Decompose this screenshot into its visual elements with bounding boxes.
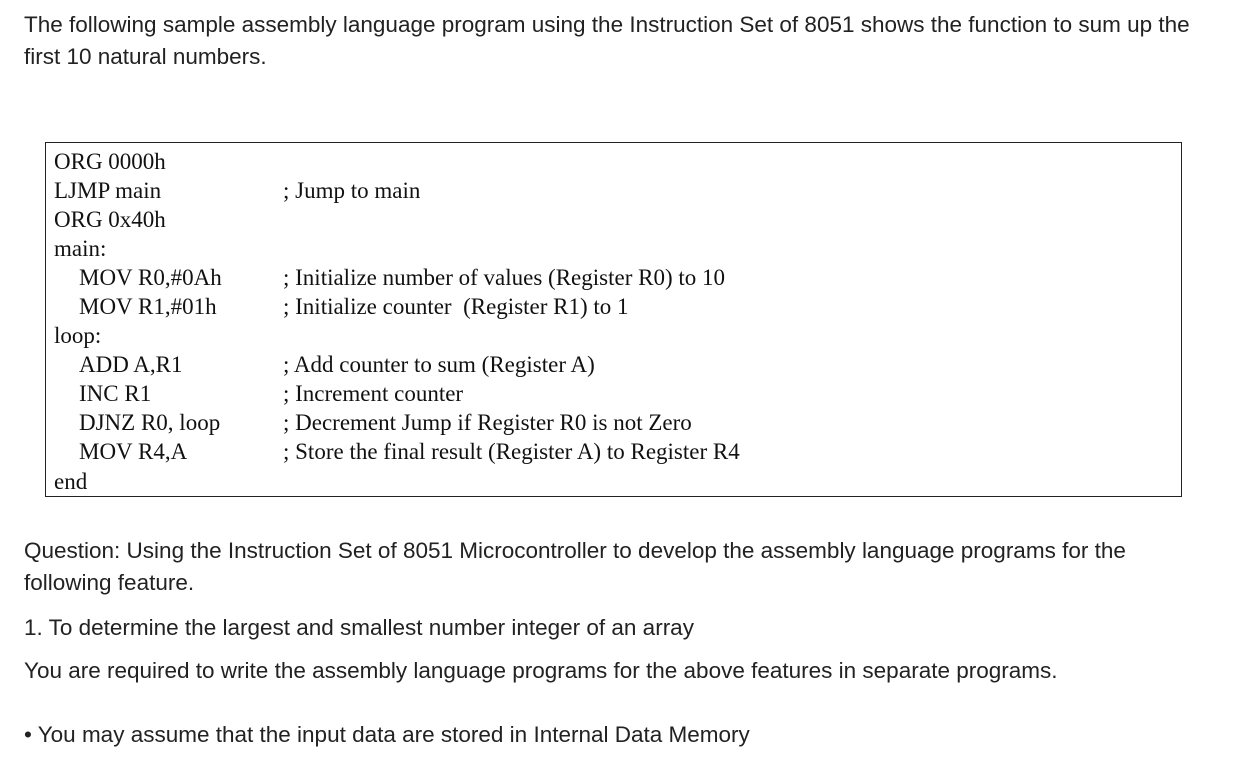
code-line — [46, 147, 1181, 176]
code-line — [46, 234, 1181, 263]
code-instruction: LJMP main — [54, 178, 162, 203]
code-line — [46, 176, 1181, 205]
question-paragraph: Question: Using the Instruction Set of 8051 Microcontroller to develop the assembly language programs for the following feature. — [24, 538, 1126, 595]
code-line — [46, 263, 1181, 292]
code-instruction: end — [54, 469, 88, 494]
code-comment: ; Increment counter — [283, 381, 464, 406]
code-line — [46, 408, 1181, 437]
code-line — [46, 205, 1181, 234]
code-line — [46, 379, 1181, 408]
code-listing — [45, 142, 1182, 497]
code-comment: ; Initialize counter (Register R1) to 1 — [283, 294, 629, 319]
code-instruction: DJNZ R0, loop — [79, 410, 221, 435]
code-instruction: MOV R0,#0Ah — [79, 265, 222, 290]
intro-paragraph: The following sample assembly language program using the Instruction Set of 8051 shows the function to sum up the first 10 natural numbers. — [24, 12, 1190, 69]
code-instruction: MOV R4,A — [79, 439, 188, 464]
question-item-1: 1. To determine the largest and smallest number integer of an array — [24, 615, 694, 640]
code-instruction: loop: — [54, 323, 102, 348]
code-line — [46, 292, 1181, 321]
code-comment: ; Add counter to sum (Register A) — [283, 352, 595, 377]
code-instruction: ORG 0000h — [54, 149, 166, 174]
code-comment: ; Initialize number of values (Register R0) to 10 — [283, 265, 725, 290]
code-line — [46, 321, 1181, 350]
assumption-bullet: • You may assume that the input data are stored in Internal Data Memory — [24, 722, 750, 747]
code-comment: ; Jump to main — [283, 178, 421, 203]
code-comment: ; Decrement Jump if Register R0 is not Zero — [283, 410, 692, 435]
code-instruction: INC R1 — [79, 381, 152, 406]
requirement-paragraph: You are required to write the assembly language programs for the above features in separate programs. — [24, 658, 1058, 683]
code-instruction: ADD A,R1 — [79, 352, 183, 377]
code-instruction: ORG 0x40h — [54, 207, 166, 232]
code-line — [46, 350, 1181, 379]
code-line — [46, 467, 1181, 496]
code-comment: ; Store the final result (Register A) to Register R4 — [283, 439, 740, 464]
code-instruction: main: — [54, 236, 107, 261]
code-line — [46, 437, 1181, 466]
code-instruction: MOV R1,#01h — [79, 294, 217, 319]
